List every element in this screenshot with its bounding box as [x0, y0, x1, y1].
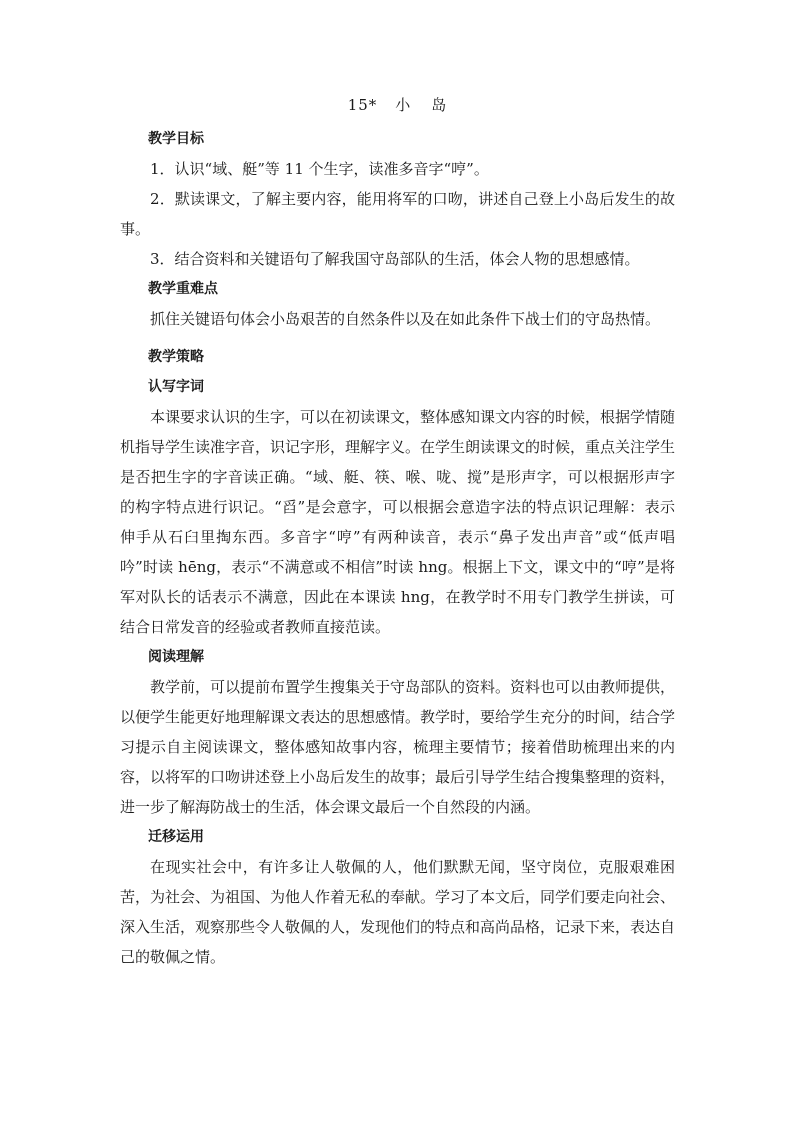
reading-text: 教学前，可以提前布置学生搜集关于守岛部队的资料。资料也可以由教师提供，以便学生能更好地理解课文表达的思想感情。教学时，要给学生充分的时间，结合学习提示自主阅读课文，整体感知故事内容，梳理主要情节；接着借助梳理出来的内容，以将军的口吻讲述登上小岛后发生的故事；最后引导学生结合搜集整理的资料，进一步了解海防战士的生活，体会课文最后一个自然段的内涵。: [120, 678, 676, 816]
page-title: [120, 92, 675, 118]
transfer-text: 在现实社会中，有许多让人敬佩的人，他们默默无闻，坚守岗位，克服艰难困苦，为社会、为祖国、为他人作着无私的奉献。学习了本文后，同学们要走向社会、深入生活，观察那些令人敬佩的人，发现他们的特点和高尚品格，记录下来，表达自己的敬佩之情。: [120, 858, 676, 966]
key-heading: 教学重难点: [148, 281, 218, 297]
goal-2: 2．默读课文，了解主要内容，能用将军的口吻，讲述自己登上小岛后发生的故事。: [120, 190, 675, 238]
reading-heading: 阅读理解: [148, 649, 204, 665]
words-heading: 认写字词: [148, 379, 204, 395]
goals-heading: 教学目标: [148, 131, 204, 147]
goal-3: 3．结合资料和关键语句了解我国守岛部队的生活，体会人物的思想感情。: [150, 250, 640, 268]
strategy-heading: 教学策略: [148, 349, 204, 365]
lesson-number: 15*: [347, 96, 378, 114]
key-text: 抓住关键语句体会小岛艰苦的自然条件以及在如此条件下战士们的守岛热情。: [150, 310, 661, 328]
title-char-1: 小: [395, 96, 412, 114]
spacer: [120, 334, 675, 342]
goal-1: 1．认识“域、艇”等 11 个生字，读准多音字“哼”。: [150, 160, 489, 178]
title-char-2: 岛: [431, 96, 448, 114]
words-text: 本课要求认识的生字，可以在初读课文，整体感知课文内容的时候，根据学情随机指导学生读准字音，识记字形，理解字义。在学生朗读课文的时候，重点关注学生是否把生字的字音读正确。“域、艇、筷、喉、咙、搅”是形声字，可以根据形声字的构字特点进行识记。“舀”是会意字，可以根据会意造字法的特点识记理解：表示伸手从石臼里掏东西。多音字“哼”有两种读音，表示“鼻子发出声音”或“低声唱吟”时读 hēng，表示“不满意或不相信”时读 hng。根据上下文，课文中的“哼”是将军对队长的话表示不满意，因此在本课读 hng，在教学时不用专门教学生拼读，可结合日常发音的经验或者教师直接范读。: [120, 408, 676, 636]
document-page: [120, 92, 675, 972]
transfer-heading: 迁移运用: [148, 829, 204, 845]
